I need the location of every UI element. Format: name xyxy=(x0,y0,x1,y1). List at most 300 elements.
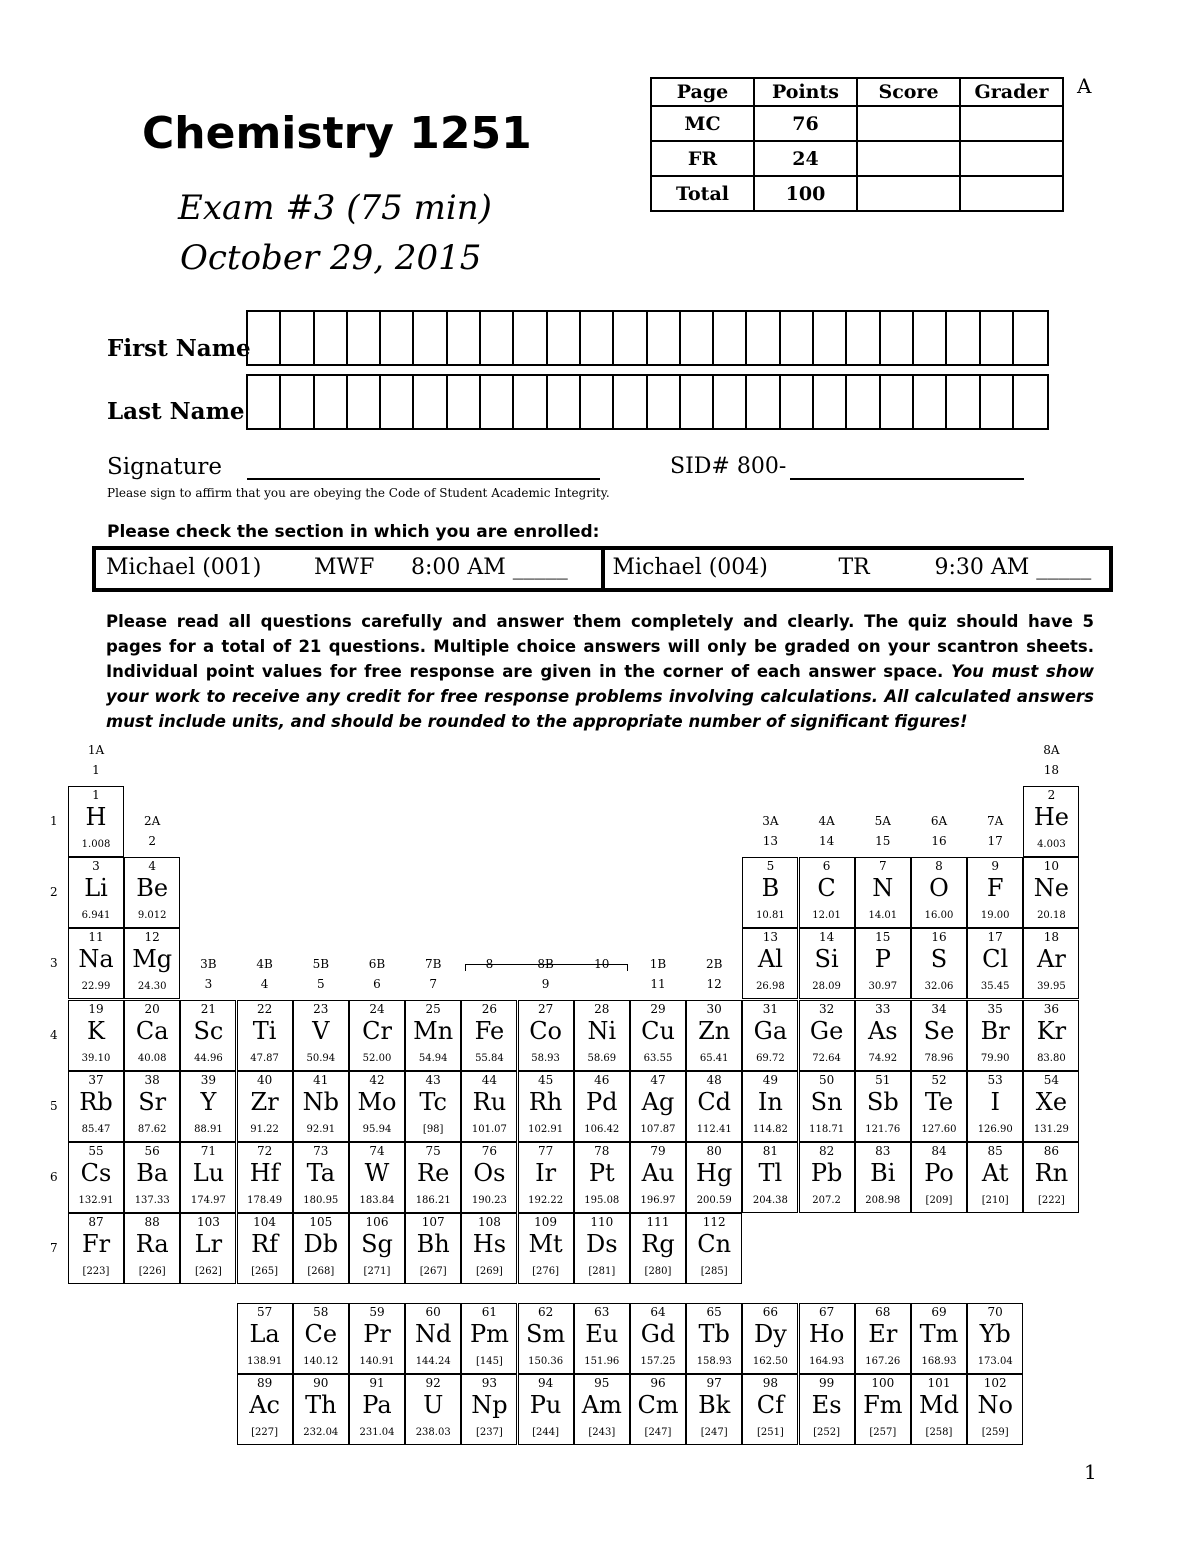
element-lr xyxy=(180,1213,236,1284)
atomic-mass: 168.93 xyxy=(921,1356,957,1367)
element-symbol: N xyxy=(872,874,894,903)
section-option-004[interactable] xyxy=(601,550,1110,588)
element-pa xyxy=(349,1374,405,1445)
element-symbol: Rb xyxy=(79,1087,113,1116)
atomic-mass: 92.91 xyxy=(306,1123,336,1135)
element-symbol: Te xyxy=(924,1087,954,1116)
atomic-number: 38 xyxy=(144,1072,160,1087)
element-symbol: Xe xyxy=(1035,1087,1068,1116)
element-i xyxy=(967,1071,1023,1142)
atomic-number: 94 xyxy=(537,1376,554,1391)
element-te xyxy=(911,1071,967,1142)
atomic-mass: [243] xyxy=(588,1427,616,1439)
atomic-mass: 180.95 xyxy=(303,1195,339,1206)
element-symbol: Ti xyxy=(252,1016,277,1045)
score-row-points: 100 xyxy=(754,176,857,211)
period-label-1: 1 xyxy=(50,814,58,828)
group-label-a: 7A xyxy=(987,814,1004,828)
atomic-mass: 16.00 xyxy=(924,910,954,922)
atomic-number: 75 xyxy=(425,1144,441,1158)
element-symbol: Cr xyxy=(362,1016,392,1045)
element-symbol: At xyxy=(981,1159,1009,1187)
atomic-mass: [285] xyxy=(700,1266,728,1278)
element-symbol: Tm xyxy=(919,1320,959,1348)
section-days: MWF xyxy=(314,555,375,580)
atomic-mass: 106.42 xyxy=(584,1123,620,1135)
element-symbol: Lr xyxy=(194,1230,223,1259)
element-symbol: Er xyxy=(868,1320,898,1348)
atomic-number: 103 xyxy=(196,1215,220,1230)
element-rg xyxy=(630,1213,686,1284)
atomic-number: 77 xyxy=(537,1144,554,1158)
atomic-mass: 6.941 xyxy=(81,910,111,922)
atomic-number: 60 xyxy=(425,1305,441,1319)
element-symbol: Pa xyxy=(362,1391,392,1420)
atomic-mass: 158.93 xyxy=(696,1356,732,1367)
atomic-mass: 69.72 xyxy=(756,1052,785,1064)
element-symbol: P xyxy=(874,945,891,974)
section-time: 9:30 AM _____ xyxy=(934,555,1092,580)
atomic-number: 30 xyxy=(706,1001,722,1016)
atomic-mass: 183.84 xyxy=(359,1195,395,1206)
atomic-mass: 19.00 xyxy=(980,910,1010,922)
element-er xyxy=(855,1303,911,1374)
atomic-mass: [267] xyxy=(419,1266,447,1278)
atomic-mass: 83.80 xyxy=(1037,1052,1066,1064)
element-symbol: Cf xyxy=(756,1391,785,1420)
group-label-11 xyxy=(630,954,686,994)
atomic-mass: 65.41 xyxy=(699,1052,729,1064)
atomic-number: 36 xyxy=(1043,1001,1060,1016)
element-symbol: Ru xyxy=(472,1087,507,1116)
score-row-total xyxy=(651,176,1063,211)
element-symbol: Mg xyxy=(132,945,173,974)
last-name-boxes[interactable] xyxy=(246,374,1049,430)
col-header-score: Score xyxy=(857,78,960,106)
element-symbol: Li xyxy=(84,874,108,903)
atomic-number: 66 xyxy=(762,1305,779,1319)
element-symbol: Ag xyxy=(641,1087,675,1116)
element-symbol: Tb xyxy=(698,1320,730,1348)
atomic-number: 9 xyxy=(991,859,999,874)
element-symbol: Cs xyxy=(80,1159,112,1187)
element-symbol: Mt xyxy=(528,1230,563,1259)
element-symbol: Nb xyxy=(302,1087,339,1116)
element-pd xyxy=(574,1071,630,1142)
element-symbol: No xyxy=(977,1391,1013,1420)
element-symbol: Sc xyxy=(193,1016,224,1045)
section-box xyxy=(92,546,1113,592)
atomic-number: 26 xyxy=(481,1001,498,1016)
atomic-number: 109 xyxy=(534,1215,558,1230)
group-label-b: 13 xyxy=(762,834,779,848)
element-fe xyxy=(461,1000,517,1071)
element-sm xyxy=(518,1303,574,1374)
element-symbol: Ne xyxy=(1033,874,1069,903)
element-symbol: V xyxy=(312,1016,330,1045)
atomic-number: 35 xyxy=(987,1001,1003,1016)
atomic-number: 104 xyxy=(253,1215,277,1230)
element-es xyxy=(799,1374,855,1445)
element-cd xyxy=(686,1071,742,1142)
element-symbol: Ca xyxy=(135,1016,169,1045)
atomic-number: 58 xyxy=(313,1305,329,1319)
element-am xyxy=(574,1374,630,1445)
atomic-number: 102 xyxy=(983,1376,1007,1391)
element-symbol: W xyxy=(364,1159,390,1187)
element-symbol: Dy xyxy=(753,1320,787,1348)
element-bh xyxy=(405,1213,461,1284)
element-co xyxy=(518,1000,574,1071)
atomic-number: 6 xyxy=(822,859,831,874)
atomic-mass: 131.29 xyxy=(1033,1123,1069,1135)
element-rf xyxy=(237,1213,293,1284)
atomic-number: 108 xyxy=(477,1215,501,1230)
element-symbol: Ir xyxy=(535,1159,557,1187)
atomic-number: 52 xyxy=(931,1072,947,1087)
atomic-number: 95 xyxy=(594,1376,610,1391)
element-symbol: Os xyxy=(473,1159,506,1187)
atomic-number: 23 xyxy=(313,1001,329,1016)
atomic-mass: 238.03 xyxy=(415,1427,451,1439)
section-days: TR xyxy=(838,555,870,580)
group-label-a: 5A xyxy=(874,814,891,828)
atomic-number: 105 xyxy=(309,1215,333,1230)
atomic-number: 21 xyxy=(200,1001,217,1016)
atomic-number: 1 xyxy=(92,788,100,802)
atomic-number: 87 xyxy=(88,1215,104,1230)
element-si xyxy=(799,928,855,999)
group-label-b: 7 xyxy=(429,977,437,991)
atomic-mass: 20.18 xyxy=(1037,910,1066,922)
last-name-label: Last Name xyxy=(107,398,245,425)
element-k xyxy=(68,1000,124,1071)
atomic-mass: 102.91 xyxy=(528,1123,564,1135)
element-symbol: Md xyxy=(919,1391,959,1420)
element-symbol: Hf xyxy=(249,1159,280,1187)
atomic-mass: 107.87 xyxy=(640,1123,676,1135)
group-label-b: 3 xyxy=(204,977,213,991)
group-label-a: 2B xyxy=(705,957,723,971)
atomic-number: 50 xyxy=(818,1072,835,1087)
element-symbol: Mn xyxy=(413,1016,454,1045)
score-row-page: Total xyxy=(651,176,754,211)
atomic-number: 25 xyxy=(425,1001,441,1016)
atomic-mass: 195.08 xyxy=(584,1195,620,1206)
score-row-fr xyxy=(651,141,1063,176)
element-symbol: Mo xyxy=(357,1087,397,1116)
atomic-mass: 14.01 xyxy=(868,910,898,922)
score-cell[interactable] xyxy=(857,106,960,141)
group-label-18 xyxy=(1023,740,1079,780)
element-symbol: He xyxy=(1033,803,1069,831)
grader-cell[interactable] xyxy=(960,106,1063,141)
score-row-page: MC xyxy=(651,106,754,141)
element-mo xyxy=(349,1071,405,1142)
element-ru xyxy=(461,1071,517,1142)
element-gd xyxy=(630,1303,686,1374)
element-n xyxy=(855,857,911,928)
atomic-number: 55 xyxy=(88,1144,104,1158)
element-symbol: Db xyxy=(303,1230,339,1259)
element-symbol: Cn xyxy=(697,1230,732,1259)
atomic-number: 5 xyxy=(766,859,775,874)
atomic-mass: 78.96 xyxy=(924,1052,954,1064)
sid-line[interactable] xyxy=(790,478,1024,480)
element-s xyxy=(911,928,967,999)
group-label-a: 4A xyxy=(818,814,835,828)
group-label-a: 1B xyxy=(649,957,667,971)
atomic-number: 88 xyxy=(144,1215,160,1230)
atomic-number: 43 xyxy=(425,1072,441,1087)
atomic-number: 98 xyxy=(762,1376,779,1391)
element-v xyxy=(293,1000,349,1071)
element-symbol: In xyxy=(757,1087,783,1116)
element-symbol: U xyxy=(423,1391,444,1420)
col-header-points: Points xyxy=(754,78,857,106)
atomic-mass: [280] xyxy=(644,1266,672,1278)
atomic-mass: 232.04 xyxy=(303,1427,339,1439)
element-symbol: I xyxy=(990,1087,1000,1116)
atomic-number: 17 xyxy=(987,930,1003,945)
group-label-b: 11 xyxy=(650,977,666,991)
atomic-number: 20 xyxy=(144,1001,160,1016)
atomic-mass: 137.33 xyxy=(134,1195,170,1206)
group-label-b: 9 xyxy=(541,977,550,991)
atomic-number: 19 xyxy=(88,1001,104,1016)
element-ac xyxy=(237,1374,293,1445)
atomic-mass: 91.22 xyxy=(250,1123,279,1135)
atomic-mass: [247] xyxy=(644,1427,672,1439)
atomic-mass: 208.98 xyxy=(865,1195,901,1206)
element-pr xyxy=(349,1303,405,1374)
atomic-mass: 95.94 xyxy=(362,1123,392,1135)
element-ag xyxy=(630,1071,686,1142)
element-kr xyxy=(1023,1000,1079,1071)
period-label-3: 3 xyxy=(50,956,58,971)
element-symbol: Ba xyxy=(136,1159,169,1187)
atomic-mass: 35.45 xyxy=(980,981,1010,993)
element-al xyxy=(742,928,798,999)
element-xe xyxy=(1023,1071,1079,1142)
element-symbol: Eu xyxy=(585,1320,619,1348)
element-symbol: La xyxy=(249,1320,280,1348)
section-option-001[interactable] xyxy=(96,550,601,588)
element-symbol: Ge xyxy=(809,1016,844,1045)
atomic-mass: 196.97 xyxy=(640,1195,676,1206)
instructions-text: Please read all questions carefully and answer them completely and clearly. The quiz should have 5 pages for a total of 21 questions. Multiple choice answers will only be graded on your scantron sheets. Individual point values for free response are given in the corner of each answer space. xyxy=(106,612,1094,681)
atomic-number: 41 xyxy=(313,1072,329,1087)
element-y xyxy=(180,1071,236,1142)
score-cell[interactable] xyxy=(857,176,960,211)
element-p xyxy=(855,928,911,999)
element-ga xyxy=(742,1000,798,1071)
atomic-mass: 200.59 xyxy=(696,1195,732,1206)
atomic-mass: 190.23 xyxy=(471,1195,507,1206)
atomic-number: 32 xyxy=(818,1001,835,1016)
atomic-number: 8 xyxy=(935,859,943,874)
atomic-number: 68 xyxy=(875,1305,891,1319)
group-label-b: 6 xyxy=(373,977,381,991)
atomic-number: 111 xyxy=(646,1215,670,1230)
group-label-b: 16 xyxy=(931,834,947,848)
course-title: Chemistry 1251 xyxy=(142,108,532,159)
element-symbol: B xyxy=(761,874,780,903)
section-prompt: Please check the section in which you are enrolled: xyxy=(107,522,600,542)
atomic-number: 39 xyxy=(200,1072,217,1087)
element-sr xyxy=(124,1071,180,1142)
period-label-7: 7 xyxy=(50,1241,58,1256)
element-symbol: Cl xyxy=(982,945,1009,974)
element-symbol: Sn xyxy=(810,1087,843,1116)
atomic-mass: 10.81 xyxy=(756,910,785,922)
score-cell[interactable] xyxy=(857,141,960,176)
sid-label: SID# 800- xyxy=(670,454,787,479)
atomic-number: 10 xyxy=(1043,859,1060,874)
element-ar xyxy=(1023,928,1079,999)
element-he xyxy=(1023,786,1079,857)
element-symbol: Pt xyxy=(588,1159,615,1187)
atomic-mass: 126.90 xyxy=(977,1123,1013,1135)
atomic-mass: 132.91 xyxy=(78,1195,114,1206)
atomic-number: 82 xyxy=(818,1144,835,1158)
group-label-12 xyxy=(686,954,742,994)
atomic-number: 28 xyxy=(594,1001,610,1016)
group-label-b: 18 xyxy=(1043,763,1060,777)
atomic-number: 40 xyxy=(256,1072,273,1087)
atomic-mass: [247] xyxy=(700,1427,728,1439)
atomic-mass: 164.93 xyxy=(809,1356,845,1367)
grader-cell[interactable] xyxy=(960,176,1063,211)
element-symbol: Ds xyxy=(586,1230,618,1259)
group-label-16 xyxy=(911,811,967,851)
atomic-number: 37 xyxy=(88,1072,104,1087)
atomic-mass: [145] xyxy=(475,1356,503,1367)
atomic-mass: [251] xyxy=(756,1427,784,1439)
element-se xyxy=(911,1000,967,1071)
group-label-4 xyxy=(237,954,293,994)
atomic-mass: 4.003 xyxy=(1037,839,1066,850)
element-br xyxy=(967,1000,1023,1071)
atomic-mass: [227] xyxy=(251,1427,279,1439)
atomic-number: 91 xyxy=(369,1376,385,1391)
atomic-number: 44 xyxy=(481,1072,498,1087)
group-label-b: 17 xyxy=(987,834,1003,848)
atomic-number: 29 xyxy=(650,1001,666,1016)
group-label-9 xyxy=(518,954,574,994)
atomic-mass: 231.04 xyxy=(359,1427,395,1439)
atomic-number: 34 xyxy=(931,1001,947,1016)
element-f xyxy=(967,857,1023,928)
atomic-number: 31 xyxy=(762,1001,779,1016)
atomic-number: 13 xyxy=(762,930,779,945)
atomic-mass: 151.96 xyxy=(584,1356,620,1367)
element-pt xyxy=(574,1142,630,1213)
atomic-number: 63 xyxy=(594,1305,610,1319)
group-label-b: 1 xyxy=(92,763,100,777)
atomic-mass: [210] xyxy=(981,1195,1009,1206)
element-au xyxy=(630,1142,686,1213)
atomic-mass: 39.10 xyxy=(81,1052,111,1064)
element-symbol: C xyxy=(817,874,836,903)
element-symbol: Yb xyxy=(979,1320,1011,1348)
atomic-number: 59 xyxy=(369,1305,385,1319)
element-symbol: Rf xyxy=(251,1230,279,1259)
element-symbol: Cd xyxy=(697,1087,732,1116)
grader-cell[interactable] xyxy=(960,141,1063,176)
instructions xyxy=(106,609,1094,734)
element-zn xyxy=(686,1000,742,1071)
first-name-boxes[interactable] xyxy=(246,310,1049,366)
element-symbol: Sr xyxy=(138,1087,167,1116)
atomic-number: 110 xyxy=(590,1215,614,1230)
element-symbol: Zr xyxy=(250,1087,279,1116)
atomic-mass: 178.49 xyxy=(247,1195,283,1206)
element-h xyxy=(68,786,124,857)
atomic-number: 73 xyxy=(313,1144,329,1158)
element-tb xyxy=(686,1303,742,1374)
atomic-number: 7 xyxy=(878,859,887,874)
element-symbol: Hs xyxy=(472,1230,507,1259)
element-nd xyxy=(405,1303,461,1374)
element-be xyxy=(124,857,180,928)
atomic-number: 78 xyxy=(594,1144,610,1158)
element-symbol: Y xyxy=(200,1087,217,1116)
atomic-mass: [209] xyxy=(925,1195,953,1206)
element-symbol: Gd xyxy=(640,1320,676,1348)
element-fm xyxy=(855,1374,911,1445)
atomic-number: 112 xyxy=(702,1215,726,1230)
atomic-mass: 54.94 xyxy=(418,1052,448,1064)
atomic-mass: 22.99 xyxy=(81,981,111,993)
atomic-mass: 74.92 xyxy=(868,1052,898,1064)
group-label-b: 15 xyxy=(875,834,891,848)
element-symbol: Zn xyxy=(698,1016,731,1045)
element-symbol: Ar xyxy=(1036,945,1066,974)
instructions-emphasis: You must show your work to receive any credit for free response problems involving calculations. All calculated answers must include units, and should be rounded to the appropriate number of significant figures! xyxy=(106,662,1095,731)
atomic-number: 106 xyxy=(365,1215,389,1230)
group-label-13 xyxy=(742,811,798,851)
element-lu xyxy=(180,1142,236,1213)
atomic-number: 81 xyxy=(762,1144,779,1158)
atomic-number: 70 xyxy=(987,1305,1003,1319)
signature-line[interactable] xyxy=(247,478,600,480)
atomic-mass: [265] xyxy=(251,1266,279,1278)
atomic-number: 16 xyxy=(931,930,947,945)
group-label-2 xyxy=(124,811,180,851)
element-symbol: Fm xyxy=(863,1391,903,1420)
first-name-label: First Name xyxy=(107,335,251,362)
element-dy xyxy=(742,1303,798,1374)
atomic-number: 61 xyxy=(481,1305,498,1319)
atomic-number: 92 xyxy=(425,1376,441,1391)
group-label-b: 12 xyxy=(706,977,722,991)
element-symbol: Bh xyxy=(416,1230,450,1259)
element-symbol: Ga xyxy=(753,1016,788,1045)
element-cu xyxy=(630,1000,686,1071)
element-symbol: Cu xyxy=(641,1016,675,1045)
element-sb xyxy=(855,1071,911,1142)
atomic-mass: 138.91 xyxy=(247,1356,283,1367)
exam-date: October 29, 2015 xyxy=(180,238,482,278)
element-symbol: Ta xyxy=(306,1159,336,1187)
atomic-mass: 1.008 xyxy=(81,839,111,850)
element-li xyxy=(68,857,124,928)
atomic-mass: 118.71 xyxy=(809,1123,845,1135)
element-symbol: Bk xyxy=(698,1391,731,1420)
atomic-mass: 174.97 xyxy=(190,1195,226,1206)
atomic-number: 51 xyxy=(875,1072,891,1087)
